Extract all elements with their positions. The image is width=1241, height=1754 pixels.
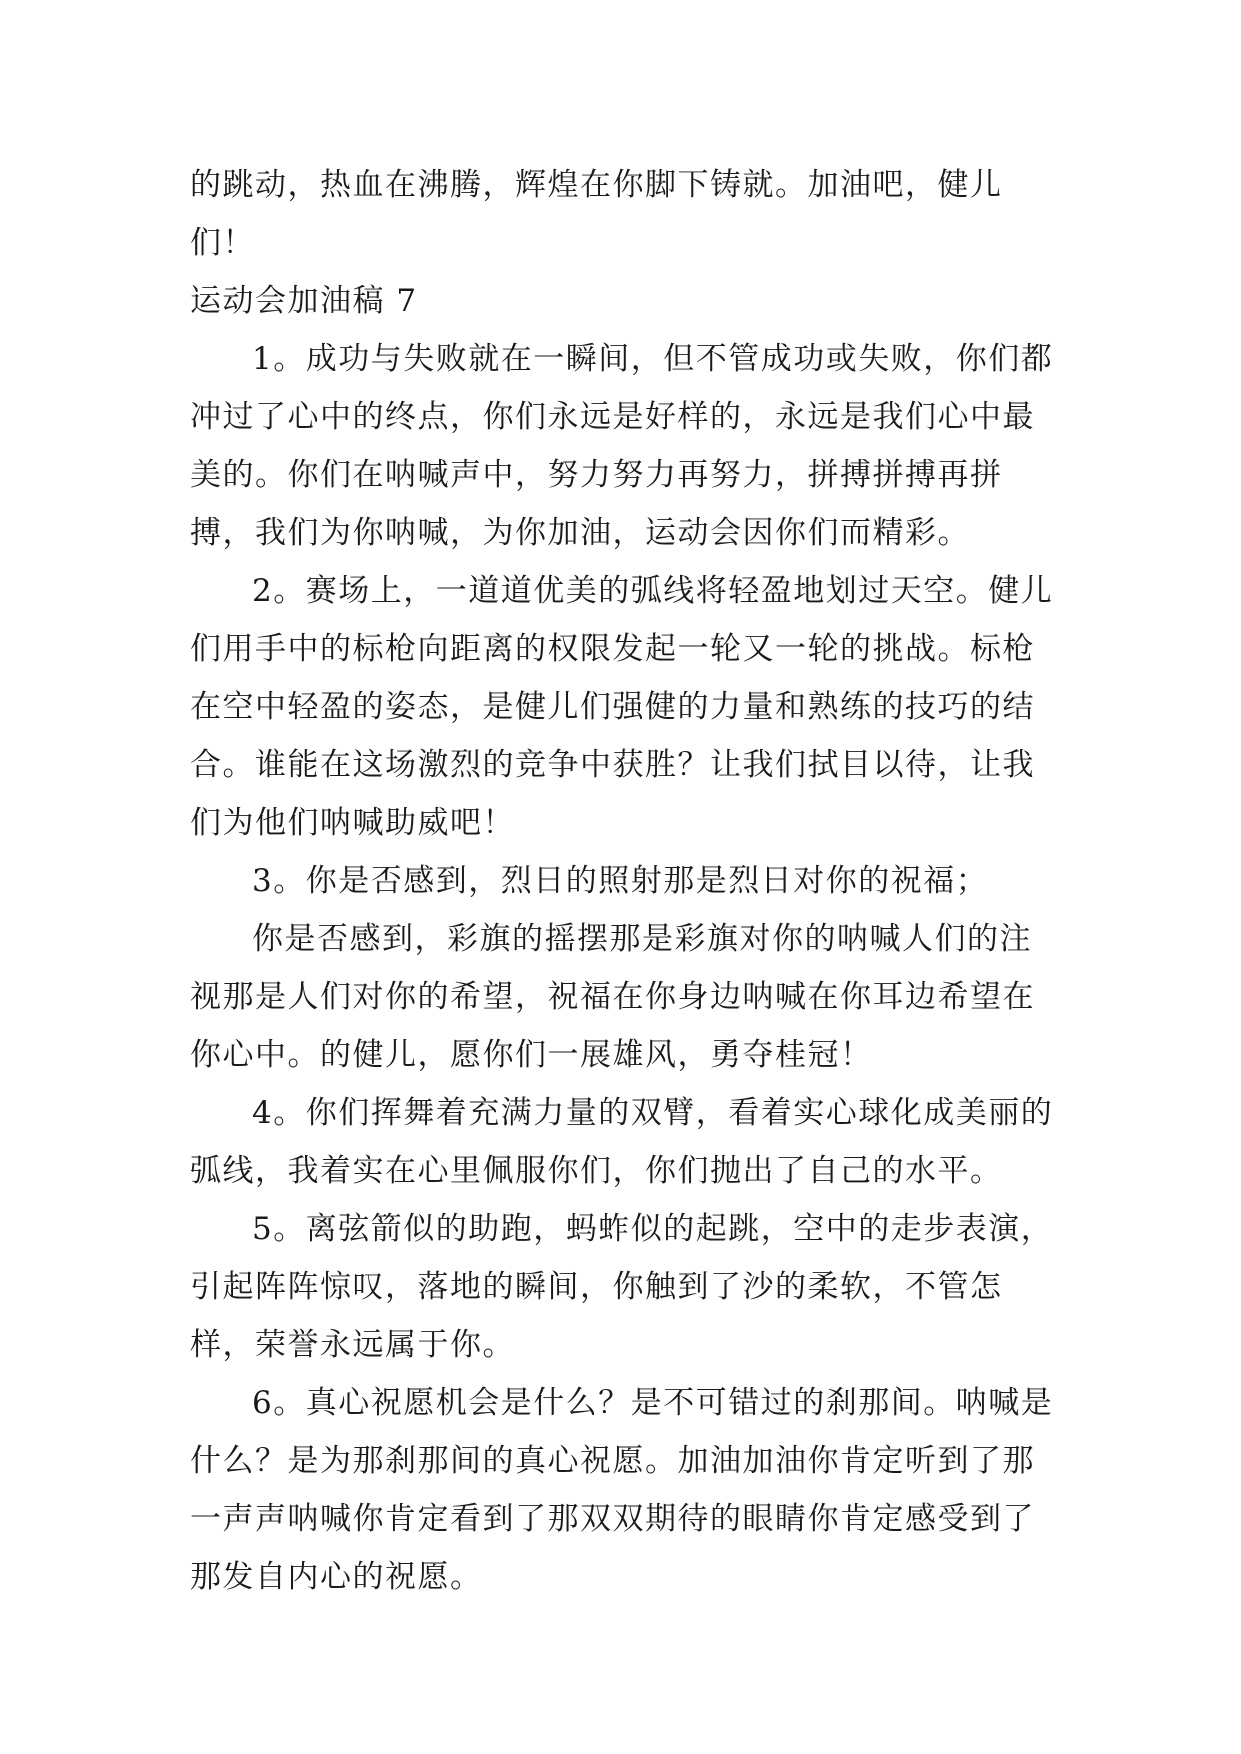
paragraph-2: 2。赛场上，一道道优美的弧线将轻盈地划过天空。健儿们用手中的标枪向距离的权限发起一轮又一轮的挑战。标枪在空中轻盈的姿态，是健儿们强健的力量和熟练的技巧的结合。谁能在这场激烈的竞争中获胜？让我们拭目以待，让我们为他们呐喊助威吧！ bbox=[190, 573, 1054, 841]
section-title: 运动会加油稿 7 bbox=[190, 283, 418, 319]
continuation-paragraph: 的跳动，热血在沸腾，辉煌在你脚下铸就。加油吧，健儿们！ bbox=[190, 167, 1003, 261]
paragraph-3: 3。你是否感到，烈日的照射那是烈日对你的祝福； bbox=[252, 863, 989, 899]
paragraph-1: 1。成功与失败就在一瞬间，但不管成功或失败，你们都冲过了心中的终点，你们永远是好样的，永远是我们心中最美的。你们在呐喊声中，努力努力再努力，拼搏拼搏再拼搏，我们为你呐喊，为你加油，运动会因你们而精彩。 bbox=[190, 341, 1054, 551]
paragraph-4: 4。你们挥舞着充满力量的双臂，看着实心球化成美丽的弧线，我着实在心里佩服你们，你们抛出了自己的水平。 bbox=[190, 1095, 1054, 1189]
paragraph-6: 6。真心祝愿机会是什么？是不可错过的刹那间。呐喊是什么？是为那刹那间的真心祝愿。加油加油你肯定听到了那一声声呐喊你肯定看到了那双双期待的眼睛你肯定感受到了那发自内心的祝愿。 bbox=[190, 1385, 1054, 1595]
paragraph-3-continued: 你是否感到，彩旗的摇摆那是彩旗对你的呐喊人们的注视那是人们对你的希望，祝福在你身边呐喊在你耳边希望在你心中。的健儿，愿你们一展雄风，勇夺桂冠！ bbox=[190, 921, 1035, 1073]
paragraph-5: 5。离弦箭似的助跑，蚂蚱似的起跳，空中的走步表演，引起阵阵惊叹，落地的瞬间，你触到了沙的柔软，不管怎样，荣誉永远属于你。 bbox=[190, 1211, 1054, 1363]
document-body bbox=[190, 156, 1060, 1606]
